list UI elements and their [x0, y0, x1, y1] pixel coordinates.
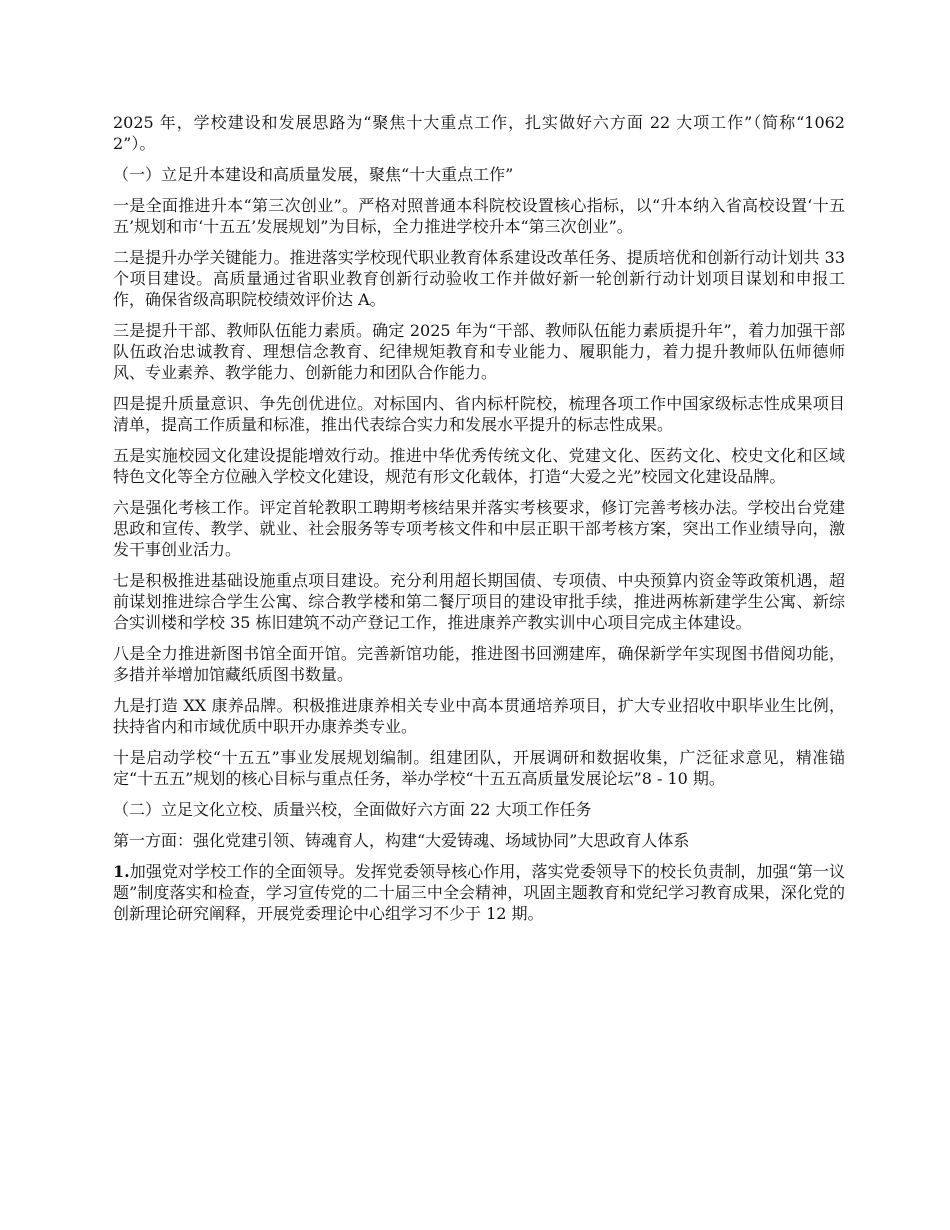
paragraph-item-4: 四是提升质量意识、争先创优进位。对标国内、省内标杆院校，梳理各项工作中国家级标志性成果项目清单，提高工作质量和标准，推出代表综合实力和发展水平提升的标志性成果。 — [113, 394, 845, 434]
paragraph-item-6: 六是强化考核工作。评定首轮教职工聘期考核结果并落实考核要求，修订完善考核办法。学校出台党建思政和宣传、教学、就业、社会服务等专项考核文件和中层正职干部考核方案，突出工作业绩导向，激发干事创业活力。 — [113, 498, 845, 559]
document-page — [113, 112, 845, 934]
paragraph-item-7: 七是积极推进基础设施重点项目建设。充分利用超长期国债、专项债、中央预算内资金等政策机遇，超前谋划推进综合学生公寓、综合教学楼和第二餐厅项目的建设审批手续，推进两栋新建学生公寓、新综合实训楼和学校 35 栋旧建筑不动产登记工作，推进康养产教实训中心项目完成主体建设。 — [113, 571, 845, 632]
intro-paragraph: 2025 年，学校建设和发展思路为“聚焦十大重点工作，扎实做好六方面 22 大项工作”（简称“10622”）。 — [113, 113, 845, 153]
paragraph-item-9: 九是打造 XX 康养品牌。积极推进康养相关专业中高本贯通培养项目，扩大专业招收中职毕业生比例，扶持省内和市域优质中职开办康养类专业。 — [113, 696, 845, 736]
numbered-paragraph-1 — [113, 861, 845, 924]
item-number: 1. — [113, 862, 130, 881]
section-heading-2: （二）立足文化立校、质量兴校，全面做好六方面 22 大项工作任务 — [113, 800, 592, 819]
paragraph-item-10: 十是启动学校“十五五”事业发展规划编制。组建团队，开展调研和数据收集，广泛征求意见，精准锚定“十五五”规划的核心目标与重点任务，举办学校“十五五高质量发展论坛”8 - 10 期。 — [113, 748, 845, 788]
paragraph-item-3: 三是提升干部、教师队伍能力素质。确定 2025 年为“干部、教师队伍能力素质提升年”，着力加强干部队伍政治忠诚教育、理想信念教育、纪律规矩教育和专业能力、履职能力，着力提升教师队伍师德师风、专业素养、教学能力、创新能力和团队合作能力。 — [113, 321, 845, 382]
paragraph-item-8: 八是全力推进新图书馆全面开馆。完善新馆功能，推进图书回溯建库，确保新学年实现图书借阅功能，多措并举增加馆藏纸质图书数量。 — [113, 644, 845, 684]
paragraph-item-2: 二是提升办学关键能力。推进落实学校现代职业教育体系建设改革任务、提质培优和创新行动计划共 33 个项目建设。高质量通过省职业教育创新行动验收工作并做好新一轮创新行动计划项目谋划和申报工作，确保省级高职院校绩效评价达 A。 — [113, 248, 845, 309]
section-heading-1: （一）立足升本建设和高质量发展，聚焦“十大重点工作” — [113, 165, 514, 184]
sub-section-heading: 第一方面：强化党建引领、铸魂育人，构建“大爱铸魂、场域协同”大思政育人体系 — [113, 831, 690, 850]
numbered-paragraph-text: 加强党对学校工作的全面领导。发挥党委领导核心作用，落实党委领导下的校长负责制，加强“第一议题”制度落实和检查，学习宣传党的二十届三中全会精神，巩固主题教育和党纪学习教育成果，深化党的创新理论研究阐释，开展党委理论中心组学习不少于 12 期。 — [113, 862, 845, 923]
paragraph-item-5: 五是实施校园文化建设提能增效行动。推进中华优秀传统文化、党建文化、医药文化、校史文化和区域特色文化等全方位融入学校文化建设，规范有形文化载体，打造“大爱之光”校园文化建设品牌。 — [113, 446, 845, 486]
paragraph-item-1: 一是全面推进升本“第三次创业”。严格对照普通本科院校设置核心指标，以“升本纳入省高校设置‘十五五’规划和市‘十五五’发展规划”为目标，全力推进学校升本“第三次创业”。 — [113, 196, 845, 236]
